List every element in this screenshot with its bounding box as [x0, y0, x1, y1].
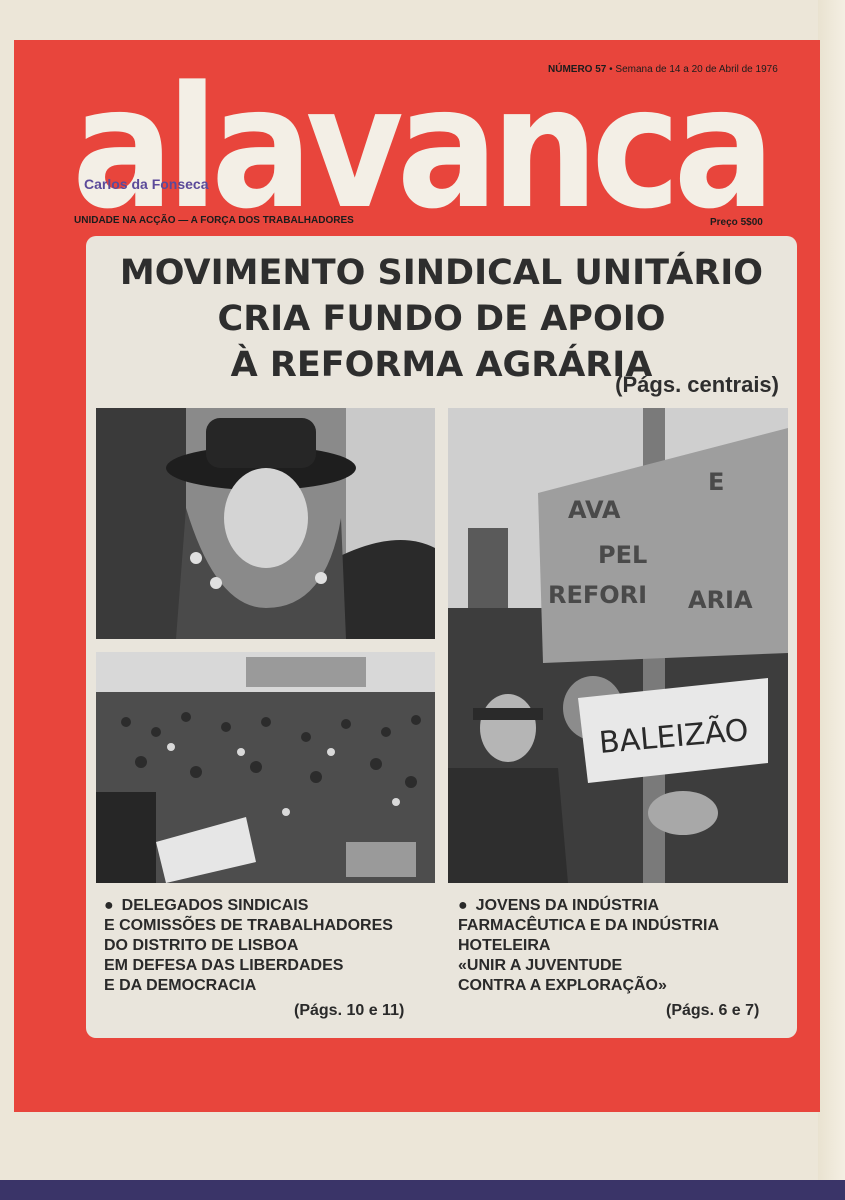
bullet-icon: ● — [104, 897, 114, 914]
teaser-left-line-2: E COMISSÕES DE TRABALHADORES — [104, 917, 393, 934]
svg-text:E: E — [708, 468, 725, 496]
headline-line-1: MOVIMENTO SINDICAL UNITÁRIO — [119, 253, 764, 293]
issue-number: NÚMERO 57 — [548, 64, 607, 75]
teaser-left-line-3: DO DISTRITO DE LISBOA — [104, 937, 299, 954]
price: Preço 5$00 — [710, 217, 763, 228]
teaser-right — [458, 896, 719, 996]
teaser-left-page-ref: (Págs. 10 e 11) — [294, 1002, 405, 1019]
issue-info: NÚMERO 57 • Semana de 14 a 20 de Abril de 1976 — [548, 64, 778, 75]
svg-text:ARIA: ARIA — [688, 586, 753, 614]
content-panel — [86, 236, 797, 1038]
teaser-right-line-1: JOVENS DA INDÚSTRIA — [475, 897, 660, 914]
teaser-right-line-2: FARMACÊUTICA E DA INDÚSTRIA — [458, 917, 720, 934]
teaser-left-line-5: E DA DEMOCRACIA — [104, 977, 257, 994]
svg-text:REFORI: REFORI — [548, 581, 648, 609]
teaser-left-line-1: DELEGADOS SINDICAIS — [121, 897, 309, 914]
sign-text: BALEIZÃO — [597, 713, 750, 761]
teaser-right-page-ref: (Págs. 6 e 7) — [666, 1002, 760, 1019]
masthead-logo — [70, 56, 770, 216]
slogan: UNIDADE NA ACÇÃO — A FORÇA DOS TRABALHADORES — [74, 215, 354, 226]
bullet-icon: ● — [458, 897, 468, 914]
woman-in-hat-photo — [96, 408, 435, 639]
teaser-right-line-4: «UNIR A JUVENTUDE — [458, 957, 623, 974]
page-edge — [818, 0, 845, 1180]
issue-week: Semana de 14 a 20 de Abril de 1976 — [615, 64, 778, 75]
teaser-right-line-5: CONTRA A EXPLORAÇÃO» — [458, 977, 667, 994]
teaser-left-line-4: EM DEFESA DAS LIBERDADES — [104, 957, 344, 974]
director-name: Carlos da Fonseca — [84, 176, 209, 192]
protest-sign-photo — [448, 408, 788, 883]
headline-line-2: CRIA FUNDO DE APOIO — [217, 299, 666, 339]
crowd-rally-photo — [96, 652, 435, 883]
scan-background-strip — [0, 1180, 845, 1200]
headline-page-ref: (Págs. centrais) — [615, 372, 779, 397]
svg-text:PEL: PEL — [598, 541, 648, 569]
masthead-title: alavanca — [72, 56, 768, 216]
teaser-left — [104, 896, 393, 996]
headline-line-3: À REFORMA AGRÁRIA — [230, 345, 653, 385]
svg-text:AVA: AVA — [568, 496, 621, 524]
main-headline — [86, 250, 797, 388]
teaser-right-line-3: HOTELEIRA — [458, 937, 551, 954]
